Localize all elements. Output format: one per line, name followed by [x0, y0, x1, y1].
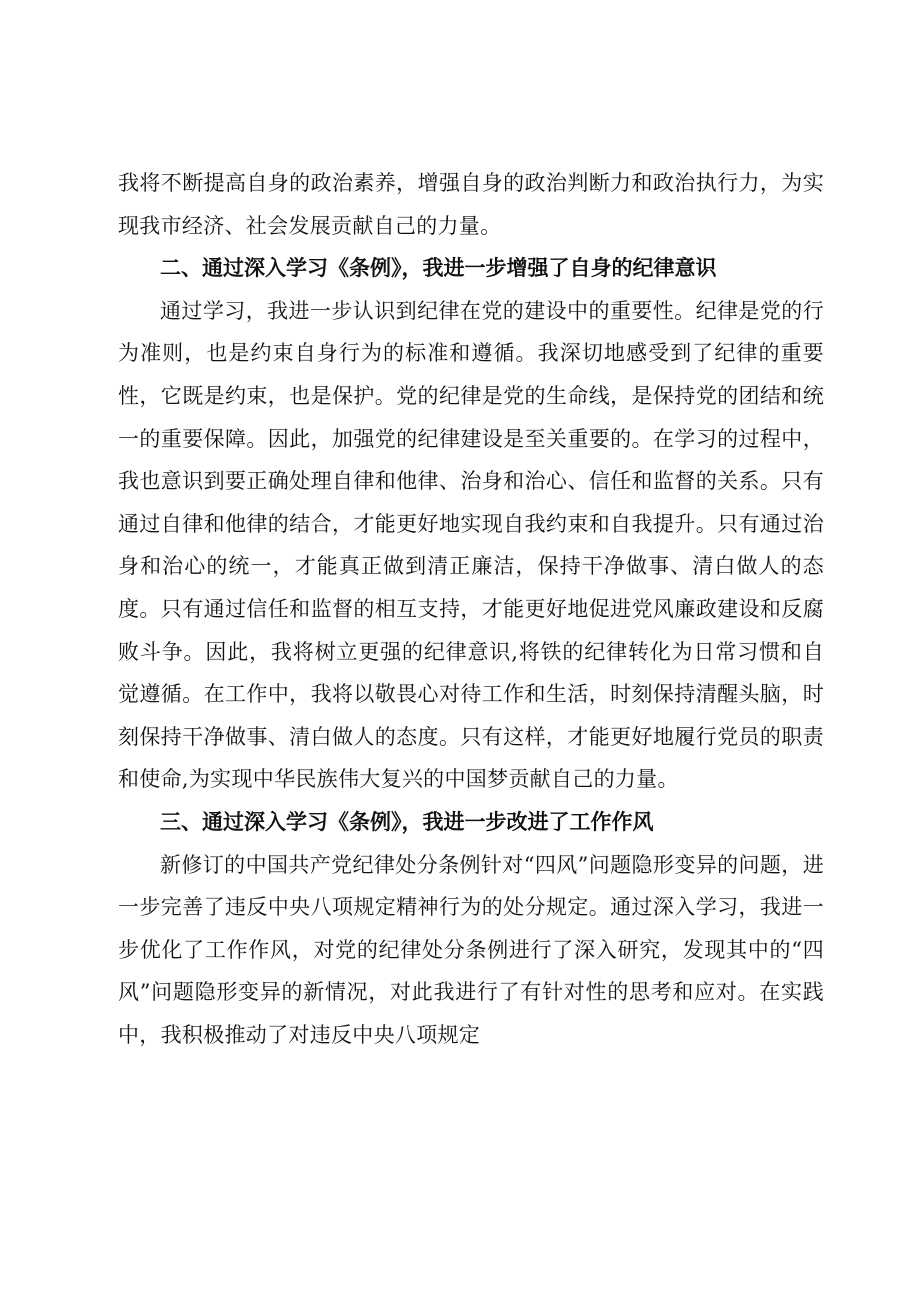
section-heading-2: 二、通过深入学习《条例》，我进一步增强了自身的纪律意识	[160, 256, 717, 281]
section-heading-3: 三、通过深入学习《条例》，我进一步改进了工作作风	[160, 809, 654, 834]
paragraph-continuation: 我将不断提高自身的政治素养，增强自身的政治判断力和政治执行力，为实现我市经济、社会发展贡献自己的力量。	[118, 171, 824, 238]
paragraph-discipline: 通过学习，我进一步认识到纪律在党的建设中的重要性。纪律是党的行为准则，也是约束自身行为的标准和遵循。我深切地感受到了纪律的重要性，它既是约束，也是保护。党的纪律是党的生命线，是保持党的团结和统一的重要保障。因此，加强党的纪律建设是至关重要的。在学习的过程中，我也意识到要正确处理自律和他律、治身和治心、信任和监督的关系。只有通过自律和他律的结合，才能更好地实现自我约束和自我提升。只有通过治身和治心的统一，才能真正做到清正廉洁，保持干净做事、清白做人的态度。只有通过信任和监督的相互支持，才能更好地促进党风廉政建设和反腐败斗争。因此，我将树立更强的纪律意识,将铁的纪律转化为日常习惯和自觉遵循。在工作中，我将以敬畏心对待工作和生活，时刻保持清醒头脑，时刻保持干净做事、清白做人的态度。只有这样，才能更好地履行党员的职责和使命,为实现中华民族伟大复兴的中国梦贡献自己的力量。	[118, 298, 824, 792]
document-body	[118, 162, 824, 1056]
paragraph-work-style: 新修订的中国共产党纪律处分条例针对“四风”问题隐形变异的问题，进一步完善了违反中央八项规定精神行为的处分规定。通过深入学习，我进一步优化了工作作风，对党的纪律处分条例进行了深入研究，发现其中的“四风”问题隐形变异的新情况，对此我进行了有针对性的思考和应对。在实践中，我积极推动了对违反中央八项规定	[118, 852, 824, 1047]
